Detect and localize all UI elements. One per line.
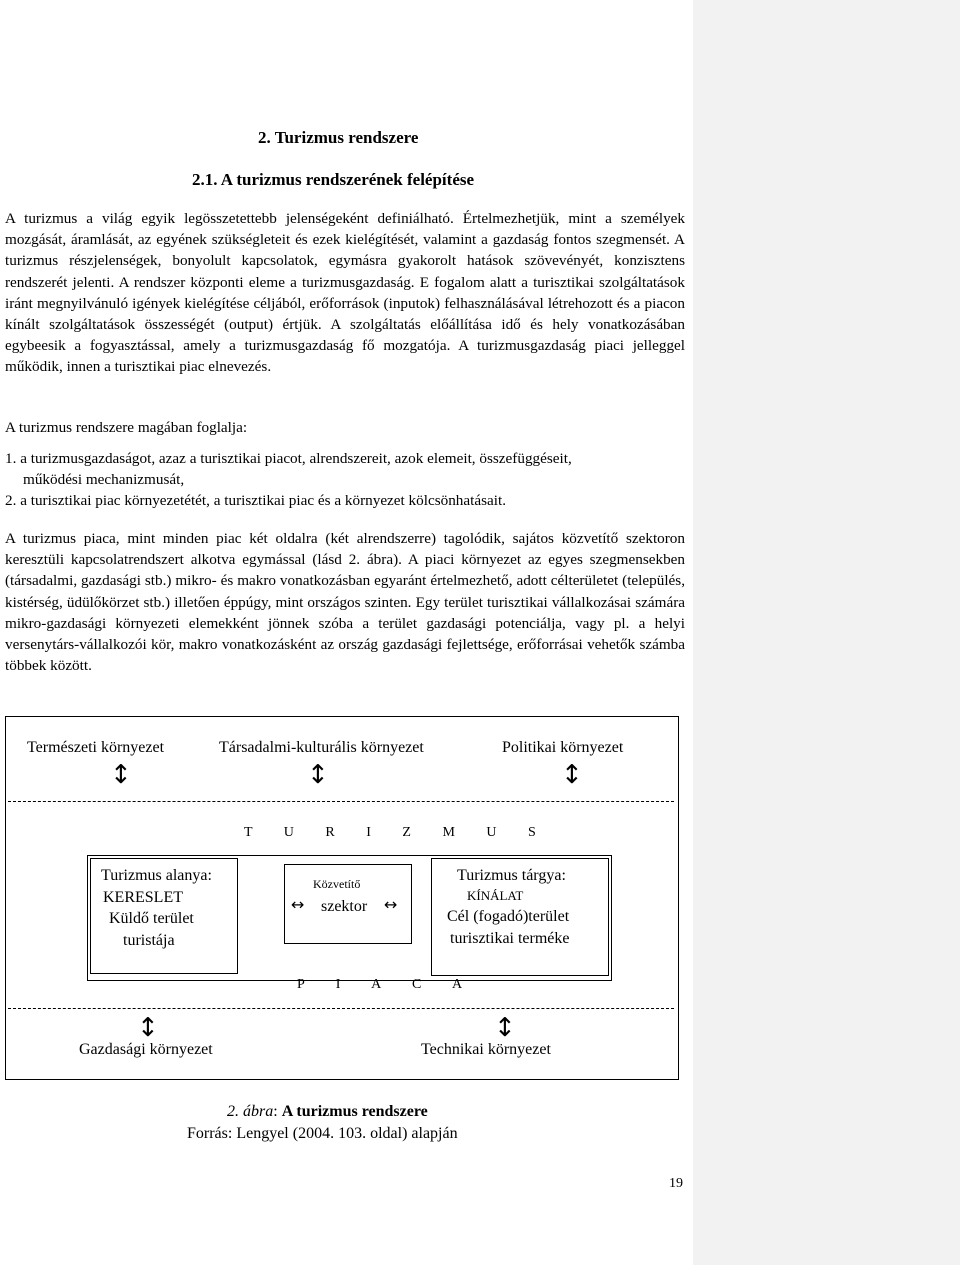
env-political: Politikai környezet (502, 739, 624, 756)
paragraph-market (5, 528, 685, 676)
supply-box (431, 858, 609, 976)
env-natural: Természeti környezet (27, 739, 165, 756)
intermediary-label: szektor (321, 898, 368, 915)
updown-arrow-icon: ↕ (307, 760, 329, 790)
figure-caption (227, 1103, 428, 1121)
intermediary-box (284, 864, 412, 944)
section-heading: 2.1. A turizmus rendszerének felépítése (192, 170, 475, 189)
comment-margin (693, 0, 960, 1265)
env-economic: Gazdasági környezet (79, 1041, 213, 1058)
figure-separator: : (273, 1103, 282, 1120)
supply-title: Turizmus tárgya: (457, 867, 566, 884)
figure-title: A turizmus rendszere (281, 1103, 428, 1120)
demand-box (90, 858, 238, 974)
intermediary-title: Közvetítő (313, 877, 361, 891)
piaca-label: P I A C A (297, 977, 477, 992)
paragraph-includes (5, 417, 685, 438)
updown-arrow-icon: ↕ (561, 760, 583, 790)
turizmus-label: T U R I Z M U S (244, 825, 550, 840)
supply-destination: Cél (fogadó)terület (447, 908, 570, 925)
supply-product: turisztikai terméke (450, 930, 570, 947)
figure-source: Forrás: Lengyel (2004. 103. oldal) alapján (187, 1125, 458, 1142)
chapter-heading: 2. Turizmus rendszere (258, 128, 419, 147)
list-item: 2. a turisztikai piac környezetétét, a turisztikai piac és a környezet kölcsönhatásait. (5, 492, 506, 510)
demand-title: Turizmus alanya: (101, 867, 212, 884)
demand-tourist: turistája (123, 932, 175, 949)
updown-arrow-icon: ↕ (110, 760, 132, 790)
demand-label: KERESLET (103, 889, 183, 906)
env-technical: Technikai környezet (421, 1041, 551, 1058)
paragraph-market-text: A turizmus piaca, mint minden piac két oldalra (két alrendszerre) tagolódik, sajátos közvetítő szektoron keresztüli kapcsolatrendszert alkotva egymással (lásd 2. ábra). A piaci környezet az egyes szegmensekben (társadalmi, gazdasági stb.) mikro- és makro vonatkozásban egyaránt értelmezhető, adott célterületet (település, kistérség, üdülőkörzet stb.) illetően éppúgy, mint országos szinten. Egy terület turisztikai vállalkozásai számára mikro-gazdasági környezeti elemekként jönnek szóba a terület gazdasági potenciálja, vagy pl. a helyi versenytárs-vállalkozói kör, makro vonatkozásként az ország gazdasági fejlettsége, erőforrásai vehetők számba többek között. (5, 530, 685, 675)
page-number: 19 (669, 1176, 683, 1191)
list-item-continuation: működési mechanizmusát, (23, 471, 185, 489)
system-components-list (5, 448, 685, 512)
figure-label: 2. ábra (227, 1103, 274, 1120)
updown-arrow-icon: ↕ (494, 1013, 516, 1043)
updown-arrow-icon: ↕ (137, 1013, 159, 1043)
dashed-divider-bottom (8, 1008, 674, 1009)
env-sociocultural: Társadalmi-kulturális környezet (219, 739, 424, 756)
paragraph-includes-text: A turizmus rendszere magában foglalja: (5, 419, 248, 436)
list-item: 1. a turizmusgazdaságot, azaz a turisztikai piacot, alrendszereit, azok elemeit, összefüggéseit, (5, 450, 572, 467)
dashed-divider-top (8, 801, 674, 802)
demand-origin: Küldő terület (109, 910, 194, 927)
market-outer-box (87, 855, 612, 981)
left-right-arrow-icon: ↔ (384, 895, 398, 914)
supply-label: KÍNÁLAT (467, 888, 524, 903)
tourism-system-diagram (5, 716, 679, 1080)
paragraph-intro-text: A turizmus a világ egyik legösszetettebb jelenségeként definiálható. Értelmezhetjük, mint a személyek mozgását, áramlását, az egyének szükségleteit és ezek kielégítését, valamint a gazdaság fontos szegmensét. A turizmus részjelenségek, bonyolult kapcsolatok, egymásra gyakorolt hatások szövevényét, konzisztens rendszerét jelenti. A rendszer központi eleme a turizmusgazdaság. E fogalom alatt a turisztikai szolgáltatások iránt megnyilvánuló igények kielégítése céljából, erőforrások (inputok) felhasználásával létrehozott és a piacon kínált szolgáltatások összességét (output) értjük. A szolgáltatás előállítása idő és hely vonatkozásában egybeesik a fogyasztással, amely a turizmusgazdaság fő mozgatója. A turizmusgazdaság piaci jelleggel működik, innen a turisztikai piac elnevezés. (5, 210, 685, 376)
paragraph-intro (5, 208, 685, 378)
left-right-arrow-icon: ↔ (291, 895, 305, 914)
